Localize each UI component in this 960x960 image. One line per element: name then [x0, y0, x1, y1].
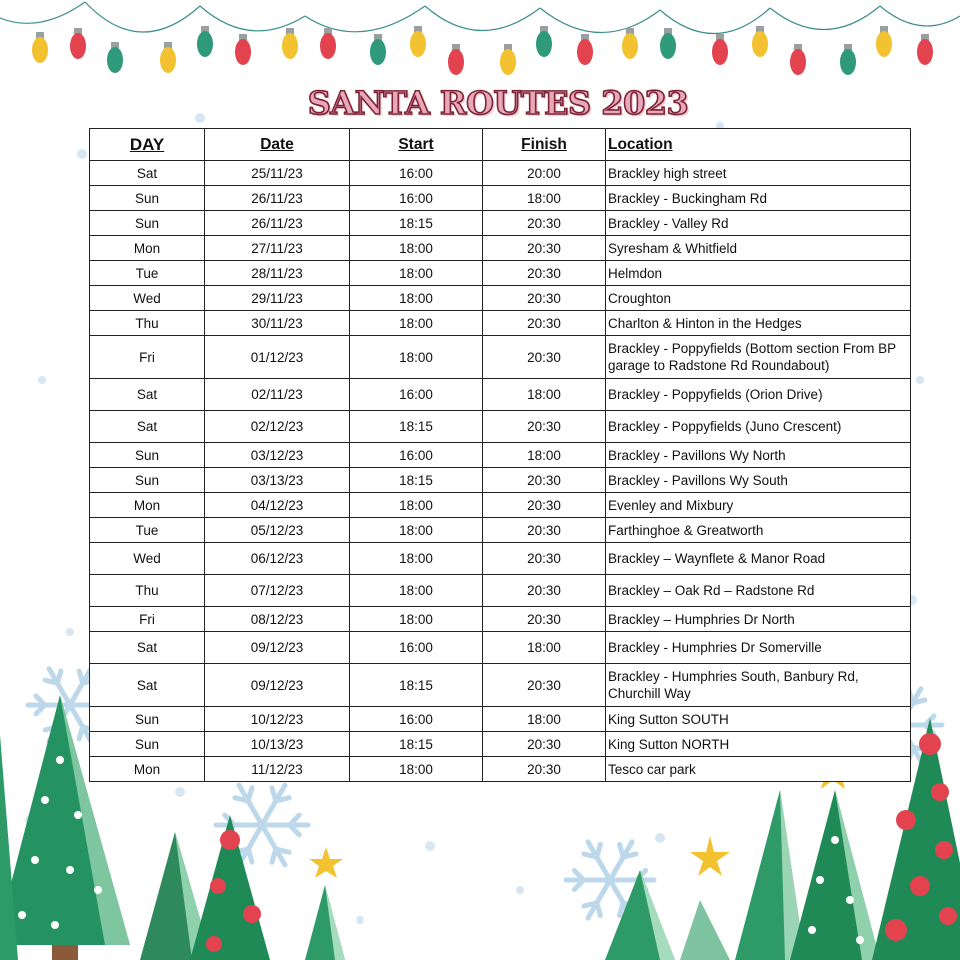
cell-start: 18:00: [350, 575, 483, 607]
table-header-row: [90, 129, 911, 161]
cell-day: Wed: [90, 543, 205, 575]
cell-start: 18:00: [350, 336, 483, 379]
light-bulb-icon: [840, 44, 856, 75]
cell-start: 16:00: [350, 379, 483, 411]
cell-start: 18:15: [350, 732, 483, 757]
light-bulb-icon: [790, 44, 806, 75]
light-bulb-icon: [197, 26, 213, 57]
cell-day: Sun: [90, 732, 205, 757]
cell-date: 04/12/23: [205, 493, 350, 518]
table-row: [90, 632, 911, 664]
cell-finish: 20:30: [483, 732, 606, 757]
cell-finish: 20:30: [483, 211, 606, 236]
cell-date: 28/11/23: [205, 261, 350, 286]
cell-date: 02/12/23: [205, 411, 350, 443]
cell-finish: 20:30: [483, 468, 606, 493]
table-row: [90, 261, 911, 286]
cell-day: Wed: [90, 286, 205, 311]
cell-start: 18:00: [350, 286, 483, 311]
cell-start: 18:00: [350, 493, 483, 518]
page-title: SANTA ROUTES 2023: [307, 84, 689, 122]
table-row: [90, 707, 911, 732]
cell-finish: 20:30: [483, 286, 606, 311]
cell-start: 18:00: [350, 261, 483, 286]
table-row: [90, 575, 911, 607]
cell-day: Mon: [90, 236, 205, 261]
cell-finish: 20:30: [483, 311, 606, 336]
light-bulb-icon: [282, 28, 298, 59]
cell-location: Brackley – Oak Rd – Radstone Rd: [606, 575, 911, 607]
cell-date: 02/11/23: [205, 379, 350, 411]
cell-day: Tue: [90, 261, 205, 286]
cell-day: Sun: [90, 186, 205, 211]
table-row: [90, 311, 911, 336]
cell-date: 09/12/23: [205, 632, 350, 664]
cell-finish: 20:30: [483, 518, 606, 543]
cell-day: Tue: [90, 518, 205, 543]
cell-start: 16:00: [350, 443, 483, 468]
light-bulb-icon: [536, 26, 552, 57]
light-bulb-icon: [917, 34, 933, 65]
light-bulb-icon: [320, 28, 336, 59]
cell-day: Mon: [90, 757, 205, 782]
cell-start: 18:00: [350, 518, 483, 543]
cell-date: 01/12/23: [205, 336, 350, 379]
cell-finish: 20:30: [483, 261, 606, 286]
table-row: [90, 411, 911, 443]
cell-date: 25/11/23: [205, 161, 350, 186]
christmas-tree-star-small: [305, 847, 345, 960]
cell-start: 16:00: [350, 161, 483, 186]
cell-finish: 18:00: [483, 632, 606, 664]
light-string-wire: [0, 2, 960, 34]
cell-date: 30/11/23: [205, 311, 350, 336]
cell-date: 03/12/23: [205, 443, 350, 468]
cell-date: 08/12/23: [205, 607, 350, 632]
cell-day: Sat: [90, 379, 205, 411]
cell-location: Brackley - Pavillons Wy North: [606, 443, 911, 468]
table-row: [90, 211, 911, 236]
cell-location: Helmdon: [606, 261, 911, 286]
cell-day: Sun: [90, 468, 205, 493]
cell-date: 11/12/23: [205, 757, 350, 782]
light-bulb-icon: [500, 44, 516, 75]
cell-finish: 20:30: [483, 336, 606, 379]
cell-date: 09/12/23: [205, 664, 350, 707]
light-bulb-icon: [410, 26, 426, 57]
table-row: [90, 379, 911, 411]
cell-day: Sat: [90, 161, 205, 186]
cell-location: King Sutton SOUTH: [606, 707, 911, 732]
cell-day: Sun: [90, 707, 205, 732]
cell-location: King Sutton NORTH: [606, 732, 911, 757]
cell-date: 26/11/23: [205, 211, 350, 236]
light-bulb-icon: [107, 42, 123, 73]
santa-routes-table: [89, 128, 911, 782]
table-row: [90, 236, 911, 261]
table-row: [90, 186, 911, 211]
light-bulb-icon: [622, 28, 638, 59]
cell-finish: 20:30: [483, 607, 606, 632]
cell-date: 05/12/23: [205, 518, 350, 543]
cell-location: Brackley – Humphries Dr North: [606, 607, 911, 632]
cell-date: 03/13/23: [205, 468, 350, 493]
light-bulb-icon: [448, 44, 464, 75]
cell-day: Sat: [90, 632, 205, 664]
table-row: [90, 518, 911, 543]
cell-location: Croughton: [606, 286, 911, 311]
cell-location: Evenley and Mixbury: [606, 493, 911, 518]
table-row: [90, 732, 911, 757]
table-row: [90, 543, 911, 575]
cell-location: Brackley high street: [606, 161, 911, 186]
cell-finish: 18:00: [483, 707, 606, 732]
cell-start: 18:00: [350, 757, 483, 782]
table-row: [90, 443, 911, 468]
light-bulb-icon: [577, 34, 593, 65]
cell-date: 07/12/23: [205, 575, 350, 607]
light-bulb-icon: [32, 32, 48, 63]
header-day: DAY: [90, 129, 205, 161]
header-finish: Finish: [483, 129, 606, 161]
light-bulb-icon: [876, 26, 892, 57]
cell-location: Brackley - Humphries South, Banbury Rd, Churchill Way: [606, 664, 911, 707]
light-bulb-icon: [660, 28, 676, 59]
table-row: [90, 286, 911, 311]
cell-start: 18:15: [350, 664, 483, 707]
cell-location: Brackley - Buckingham Rd: [606, 186, 911, 211]
header-start: Start: [350, 129, 483, 161]
cell-finish: 18:00: [483, 443, 606, 468]
cell-location: Brackley - Poppyfields (Orion Drive): [606, 379, 911, 411]
cell-start: 18:00: [350, 236, 483, 261]
cell-day: Thu: [90, 311, 205, 336]
light-bulb-icon: [235, 34, 251, 65]
cell-finish: 20:30: [483, 664, 606, 707]
cell-date: 29/11/23: [205, 286, 350, 311]
cell-date: 10/13/23: [205, 732, 350, 757]
cell-finish: 20:30: [483, 411, 606, 443]
table-row: [90, 468, 911, 493]
light-bulb-icon: [712, 34, 728, 65]
cell-day: Thu: [90, 575, 205, 607]
cell-start: 18:00: [350, 311, 483, 336]
cell-date: 10/12/23: [205, 707, 350, 732]
cell-start: 18:15: [350, 468, 483, 493]
cell-location: Brackley - Humphries Dr Somerville: [606, 632, 911, 664]
cell-date: 27/11/23: [205, 236, 350, 261]
cell-day: Fri: [90, 607, 205, 632]
light-bulb-icon: [70, 28, 86, 59]
table-row: [90, 336, 911, 379]
table-row: [90, 664, 911, 707]
cell-location: Brackley - Pavillons Wy South: [606, 468, 911, 493]
cell-date: 06/12/23: [205, 543, 350, 575]
cell-location: Brackley - Poppyfields (Bottom section From BP garage to Radstone Rd Roundabout): [606, 336, 911, 379]
cell-finish: 20:30: [483, 575, 606, 607]
cell-finish: 20:30: [483, 757, 606, 782]
cell-start: 18:15: [350, 411, 483, 443]
cell-finish: 18:00: [483, 379, 606, 411]
cell-date: 26/11/23: [205, 186, 350, 211]
cell-location: Syresham & Whitfield: [606, 236, 911, 261]
cell-day: Sun: [90, 443, 205, 468]
cell-finish: 20:30: [483, 236, 606, 261]
cell-location: Farthinghoe & Greatworth: [606, 518, 911, 543]
light-bulb-icon: [160, 42, 176, 73]
cell-day: Fri: [90, 336, 205, 379]
christmas-light-bulbs: [32, 26, 933, 75]
cell-location: Brackley – Waynflete & Manor Road: [606, 543, 911, 575]
table-row: [90, 161, 911, 186]
cell-start: 16:00: [350, 186, 483, 211]
cell-finish: 20:30: [483, 543, 606, 575]
cell-finish: 20:00: [483, 161, 606, 186]
cell-day: Sun: [90, 211, 205, 236]
light-bulb-icon: [752, 26, 768, 57]
cell-start: 18:00: [350, 543, 483, 575]
cell-start: 16:00: [350, 707, 483, 732]
cell-location: Tesco car park: [606, 757, 911, 782]
cell-day: Sat: [90, 664, 205, 707]
cell-location: Brackley - Valley Rd: [606, 211, 911, 236]
cell-location: Brackley - Poppyfields (Juno Crescent): [606, 411, 911, 443]
cell-finish: 20:30: [483, 493, 606, 518]
christmas-tree-right-group: [735, 752, 880, 960]
table-row: [90, 607, 911, 632]
table-row: [90, 493, 911, 518]
table-row: [90, 757, 911, 782]
cell-start: 16:00: [350, 632, 483, 664]
light-bulb-icon: [370, 34, 386, 65]
cell-start: 18:15: [350, 211, 483, 236]
cell-start: 18:00: [350, 607, 483, 632]
cell-day: Mon: [90, 493, 205, 518]
cell-day: Sat: [90, 411, 205, 443]
header-date: Date: [205, 129, 350, 161]
cell-location: Charlton & Hinton in the Hedges: [606, 311, 911, 336]
christmas-tree-left-small: [0, 735, 18, 960]
header-location: Location: [606, 129, 911, 161]
cell-finish: 18:00: [483, 186, 606, 211]
